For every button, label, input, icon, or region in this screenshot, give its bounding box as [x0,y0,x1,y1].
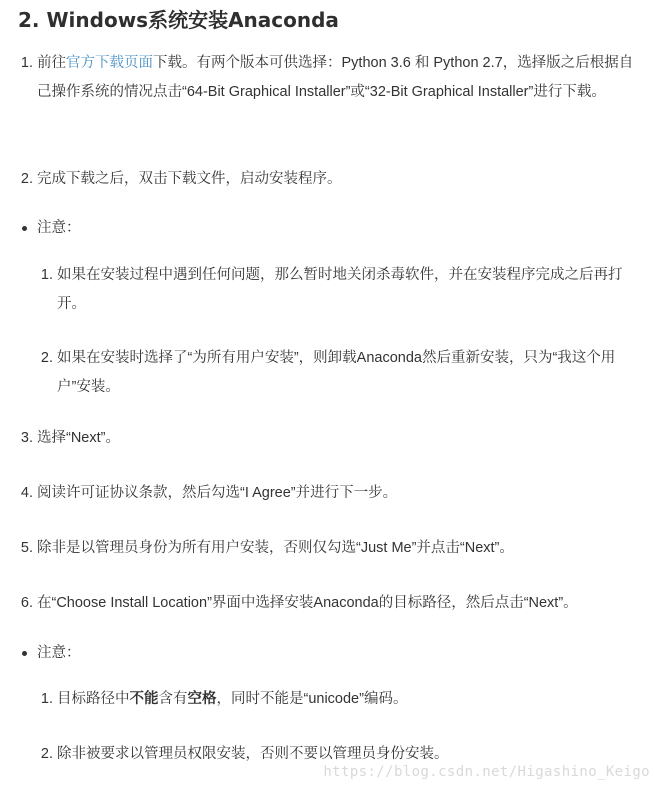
list-number: 6. [20,595,33,611]
note-label: 注意： [37,645,81,661]
bullet-icon [22,226,27,231]
item-text-pre: 目标路径中 [57,691,130,707]
item-text-mid: 含有 [158,691,188,707]
emphasis-text: 不能 [129,691,159,707]
item-text-post: ，同时不能是“unicode”编码。 [216,691,408,707]
section-heading: 2. Windows系统安装Anaconda [18,8,339,32]
item-text: 选择“Next”。 [37,430,120,446]
list-item-1 [20,49,639,107]
list-item-2 [20,165,639,194]
item-text: 除非是以管理员身份为所有用户安装，否则仅勾选“Just Me”并点击“Next”。 [37,540,514,556]
list-number: 1. [40,267,53,283]
note-item-1-1 [40,261,639,319]
note-item-1-2 [40,344,639,402]
item-text-pre: 前往 [37,55,66,71]
bullet-icon [22,651,27,656]
list-number: 2. [40,350,53,366]
list-item-6 [20,589,639,618]
note-label: 注意： [37,220,81,236]
emphasis-text: 空格 [187,691,217,707]
list-number: 4. [20,485,33,501]
note-bullet-2 [37,639,639,668]
item-text: 在“Choose Install Location”界面中选择安装Anaconda的目标路径，然后点击“Next”。 [37,595,578,611]
list-number: 3. [20,430,33,446]
list-number: 5. [20,540,33,556]
note-bullet-1 [37,214,639,243]
item-text: 阅读许可证协议条款，然后勾选“I Agree”并进行下一步。 [37,485,398,501]
list-number: 2. [20,171,33,187]
item-text: 如果在安装过程中遇到任何问题，那么暂时地关闭杀毒软件，并在安装程序完成之后再打开。 [57,267,623,312]
item-text: 如果在安装时选择了“为所有用户安装”，则卸载Anaconda然后重新安装，只为“我这个用户”安装。 [57,350,616,395]
list-number: 1. [40,691,53,707]
note-item-2-1 [40,685,639,714]
list-item-3 [20,424,639,453]
list-number: 1. [20,55,33,71]
official-download-link[interactable]: 官方下载页面 [66,55,153,71]
watermark: https://blog.csdn.net/Higashino_Keigo [323,764,650,780]
list-item-4 [20,479,639,508]
item-text: 完成下载之后，双击下载文件，启动安装程序。 [37,171,342,187]
item-text-post: 下载。有两个版本可供选择：Python 3.6 和 Python 2.7，选择版之后根据自己操作系统的情况点击“64-Bit Graphical Installer”或“32-Bit Graphical Installer”进行下载。 [37,55,634,100]
list-number: 2. [40,746,53,762]
item-text: 除非被要求以管理员权限安装，否则不要以管理员身份安装。 [57,746,449,762]
list-item-5 [20,534,639,563]
